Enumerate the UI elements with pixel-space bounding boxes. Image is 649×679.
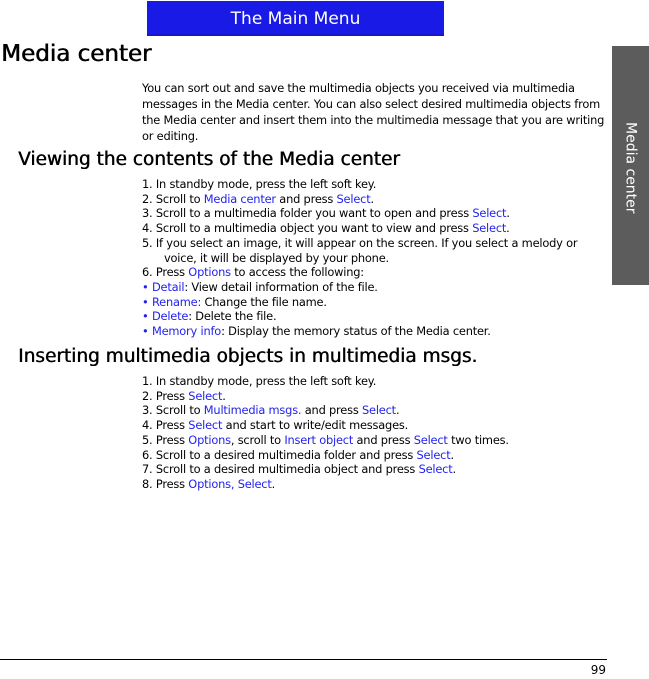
- page-title: Media center: [1, 41, 152, 67]
- option-desc: : Delete the file.: [188, 309, 277, 324]
- option-term: Detail: [151, 279, 185, 294]
- step-text: and press: [353, 432, 414, 447]
- step-text: .: [222, 388, 226, 403]
- menu-term: Select: [188, 418, 223, 433]
- bullet-icon: •: [142, 309, 149, 324]
- list-item: [142, 309, 612, 324]
- step-text: 5. Press: [142, 432, 189, 447]
- list-item: [142, 206, 612, 221]
- list-item: [142, 403, 612, 418]
- step-text: and press: [301, 403, 362, 418]
- footer-divider: [0, 659, 607, 660]
- menu-term: Select: [362, 403, 396, 418]
- intro-paragraph: You can sort out and save the multimedia objects you received via multimedia messages in the Media center. You can also select desired multimedia objects from the Media center and insert them into the multimedia message that you are writing or editing.: [142, 81, 605, 143]
- list-item: [142, 389, 612, 404]
- menu-term: Multimedia msgs.: [203, 403, 302, 418]
- menu-term: Options: [188, 432, 231, 447]
- step-text: 7. Scroll to a desired multimedia object and press: [142, 462, 419, 477]
- step-text: and press: [275, 191, 337, 206]
- option-term: Rename:: [151, 294, 202, 309]
- step-text: and start to write/edit messages.: [222, 418, 409, 433]
- list-item: [142, 221, 612, 236]
- list-item: [142, 418, 612, 433]
- step-text: 4. Scroll to a multimedia object you want to view and press: [142, 221, 473, 236]
- step-text: .: [506, 206, 510, 221]
- step-text: .: [450, 447, 454, 462]
- step-text: to access the following:: [230, 265, 364, 280]
- bullet-icon: •: [142, 294, 149, 309]
- list-item: 5. If you select an image, it will appear on the screen. If you select a melody or voice, it will be displayed by your phone.: [142, 235, 578, 265]
- step-text: 3. Scroll to: [142, 403, 204, 418]
- step-text: 4. Press: [142, 418, 189, 433]
- menu-term: Media center: [203, 191, 276, 206]
- bullet-icon: •: [142, 324, 149, 339]
- option-term: Memory info: [151, 324, 222, 339]
- list-item: [142, 462, 612, 477]
- menu-term: Select: [188, 388, 223, 403]
- menu-term: Select: [472, 221, 507, 236]
- menu-term: Select: [336, 191, 371, 206]
- menu-term: Select: [416, 447, 451, 462]
- step-text: 8. Press: [142, 476, 189, 491]
- menu-term: Options, Select: [188, 476, 272, 491]
- list-item: [142, 477, 612, 492]
- option-desc: : Display the memory status of the Media center.: [221, 324, 491, 339]
- list-item: [142, 295, 612, 310]
- main-menu-button[interactable]: The Main Menu: [147, 1, 444, 36]
- section-heading-inserting: Inserting multimedia objects in multimedia msgs.: [18, 346, 478, 367]
- step-text: two times.: [447, 432, 509, 447]
- option-term: Delete: [151, 309, 189, 324]
- option-desc: Change the file name.: [201, 294, 327, 309]
- step-text: .: [452, 462, 456, 477]
- step-text: .: [506, 221, 510, 236]
- list-item: [142, 433, 612, 448]
- step-text: 2. Scroll to: [142, 191, 204, 206]
- list-item: [142, 280, 612, 295]
- step-text: .: [370, 191, 374, 206]
- list-item: [142, 324, 612, 339]
- step-text: 3. Scroll to a multimedia folder you want to open and press: [142, 206, 473, 221]
- list-item: 1. In standby mode, press the left soft key.: [142, 177, 377, 191]
- step-text: , scroll to: [230, 432, 285, 447]
- menu-term: Select: [413, 432, 448, 447]
- menu-term: Select: [472, 206, 507, 221]
- option-desc: : View detail information of the file.: [184, 279, 378, 294]
- section-heading-viewing: Viewing the contents of the Media center: [18, 149, 400, 170]
- step-text: .: [271, 476, 276, 491]
- step-text: 6. Press: [142, 265, 189, 280]
- step-text: .: [395, 403, 400, 418]
- menu-term: Select: [418, 462, 453, 477]
- step-text: 2. Press: [142, 388, 189, 403]
- list-item: [142, 265, 612, 280]
- list-item: 1. In standby mode, press the left soft key.: [142, 374, 377, 388]
- list-item: [142, 192, 612, 207]
- side-tab-media-center[interactable]: [612, 46, 649, 285]
- inserting-steps-list: [142, 374, 612, 492]
- menu-term: Insert object: [284, 432, 354, 447]
- viewing-steps-list: [142, 177, 612, 339]
- page-number: 99: [590, 663, 606, 677]
- list-item: [142, 448, 612, 463]
- side-tab-label: Media center: [622, 121, 639, 214]
- bullet-icon: •: [142, 279, 149, 294]
- step-text: 6. Scroll to a desired multimedia folder and press: [142, 447, 417, 462]
- menu-term: Options: [188, 265, 231, 280]
